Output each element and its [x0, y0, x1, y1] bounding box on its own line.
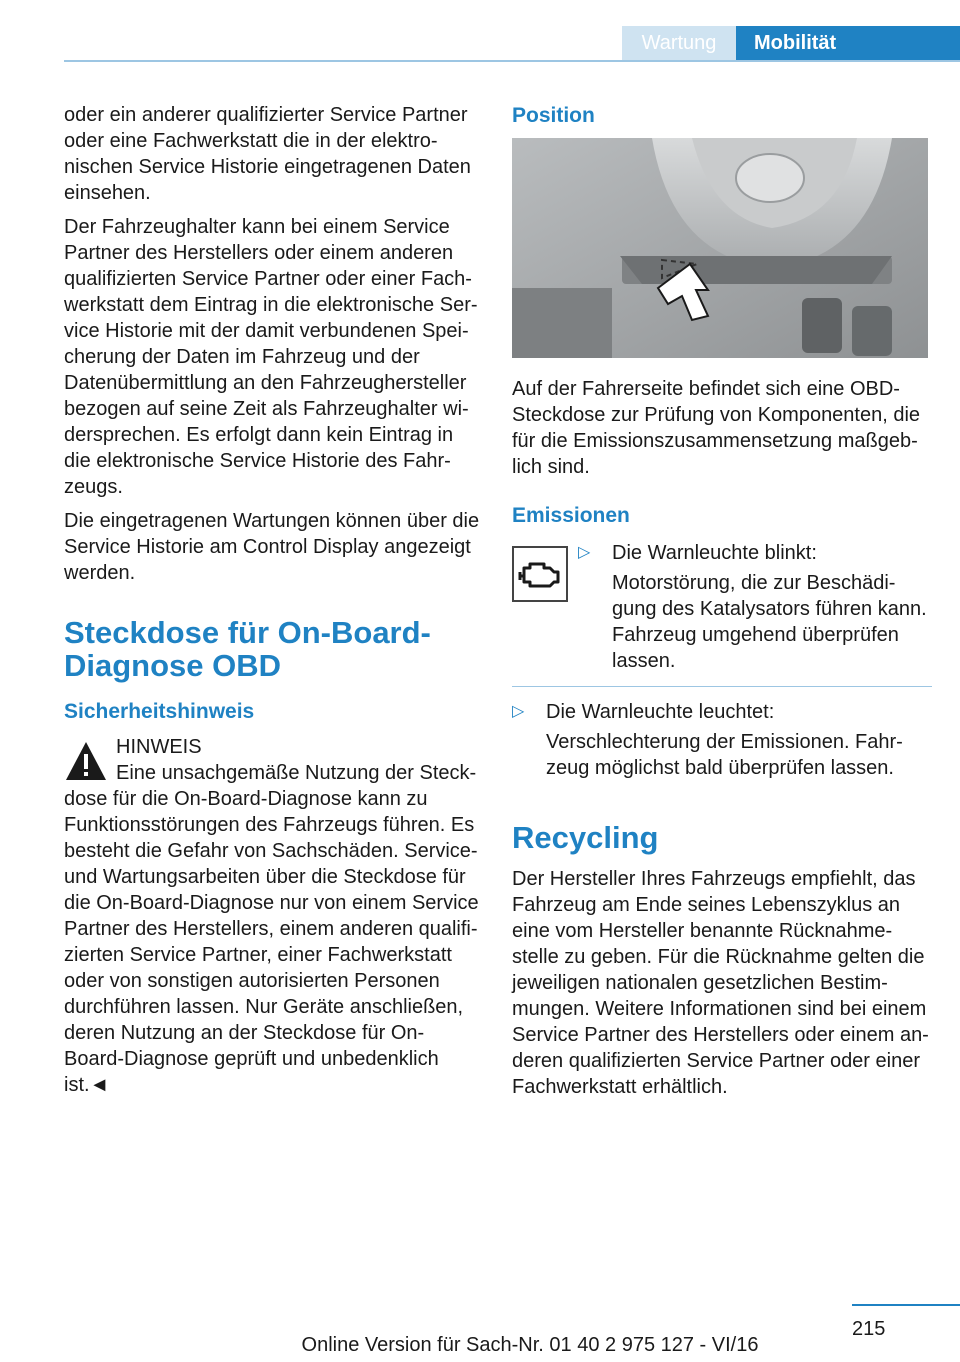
warning-triangle-icon [64, 740, 108, 782]
paragraph-1: oder ein anderer qualifizierter Service Partner oder eine Fachwerkstatt die in der elektro-nischen Service Historie eingetragenen Daten einsehen. [64, 104, 471, 204]
list-item [512, 540, 932, 674]
footer-rule [852, 1304, 960, 1306]
engine-check-icon [512, 546, 568, 602]
left-column [64, 102, 480, 1098]
bullet-icon: ▷ [512, 703, 525, 720]
list-item [512, 699, 932, 781]
recycling-text: Der Hersteller Ihres Fahrzeugs empfiehlt, das Fahrzeug am Ende seines Lebenszyklus an eine vom Hersteller benannte Rücknahme-stelle zu geben. Für die Rücknahme gelten die jeweiligen nationalen gesetzlichen Bestim-mungen. Weitere Informationen sind bei einem Service Partner des Herstellers oder einem an-deren qualifizierten Service Partner oder einer Fachwerkstatt erhältlich. [512, 868, 929, 1098]
tab-wartung[interactable]: Wartung [622, 26, 736, 60]
divider [512, 686, 932, 687]
right-column [512, 102, 932, 1108]
page-number: 215 [852, 1318, 886, 1340]
paragraph-3: Die eingetragenen Wartungen können über die Service Historie am Control Display angezeigt werden. [64, 510, 480, 584]
warning-first-line: Eine unsachgemäße Nutzung der Steck- [116, 762, 477, 784]
section-title-obd: Steckdose für On-Board-Diagnose OBD [64, 615, 431, 683]
position-text: Auf der Fahrerseite befindet sich eine OBD-Steckdose zur Prüfung von Komponenten, die für die Emissionszusammensetzung maßgeb-lich sind. [512, 378, 921, 478]
online-version-note: Online Version für Sach-Nr. 01 40 2 975 127 - VI/16 [301, 1334, 759, 1356]
emissions-list [512, 540, 932, 781]
item-text: Verschlechterung der Emissionen. Fahr-zeug möglichst bald überprüfen lassen. [546, 731, 903, 779]
item-title: Die Warnleuchte leuchtet: [546, 701, 775, 723]
item-text: Motorstörung, die zur Beschädi-gung des Katalysators führen kann. Fahrzeug umgehend überprüfen lassen. [612, 572, 927, 672]
header-rule [64, 60, 960, 62]
subsection-title-safety: Sicherheitshinweis [64, 700, 255, 723]
bullet-icon: ▷ [578, 544, 591, 561]
item-title: Die Warnleuchte blinkt: [612, 542, 817, 564]
subsection-title-position: Position [512, 104, 595, 127]
paragraph-2: Der Fahrzeughalter kann bei einem Service Partner des Herstellers oder einem anderen qualifizierten Service Partner oder einer Fach-werkstatt dem Eintrag in die elektronische Ser-vice Historie mit der damit verbundenen Spei-cherung der Daten im Fahrzeug und der Datenübermittlung an den Fahrzeughersteller bezogen auf seine Zeit als Fahrzeughalter wi-dersprechen. Es erfolgt dann kein Eintrag in die elektronische Service Historie des Fahr-zeugs. [64, 216, 478, 498]
warning-text: dose für die On-Board-Diagnose kann zu Funktionsstörungen des Fahrzeugs führen. Es besteht die Gefahr von Sachschäden. Service- und Wartungsarbeiten über die Steckdose für die On-Board-Diagnose nur von einem Service Partner des Herstellers, einem anderen qualifi-zierten Service Partner, einer Fachwerkstatt oder von sonstigen autorisierten Personen durchführen lassen. Nur Geräte anschließen, deren Nutzung an der Steckdose für On-Board-Diagnose geprüft und unbedenklich ist.◄ [64, 788, 479, 1096]
tab-mobilitaet[interactable]: Mobilität [736, 26, 960, 60]
subsection-title-emissionen: Emissionen [512, 504, 630, 527]
section-title-recycling: Recycling [512, 820, 659, 855]
warning-block [64, 734, 480, 1098]
warning-label: HINWEIS [116, 736, 202, 758]
obd-location-photo [512, 138, 928, 358]
